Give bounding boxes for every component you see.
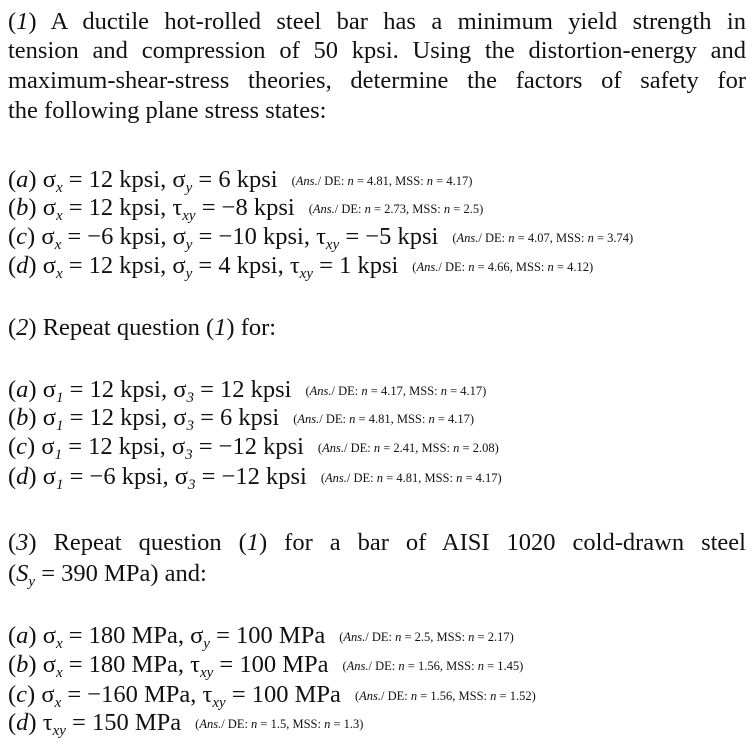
- equals: =: [593, 231, 608, 245]
- subscript: 3: [188, 477, 196, 493]
- equals: =: [353, 174, 368, 188]
- equals: =: [404, 659, 418, 673]
- ans-label: Ans.: [199, 717, 222, 731]
- de-label: / DE:: [380, 689, 411, 703]
- expression-text: = 100 MPa: [225, 681, 341, 708]
- mss-value: 1.3: [343, 717, 360, 731]
- expression-text: = 12 kpsi, σ: [63, 404, 187, 431]
- mss-value: 4.17: [460, 384, 483, 398]
- equals: =: [459, 441, 473, 455]
- mss-value: 1.52: [509, 689, 532, 703]
- equals: =: [462, 471, 476, 485]
- question-ref: 1: [214, 314, 227, 341]
- de-label: / DE:: [334, 202, 365, 216]
- mss-value: 4.12: [567, 260, 589, 274]
- equals: =: [483, 659, 498, 673]
- subscript: x: [55, 636, 63, 652]
- expression-text: σ: [42, 194, 56, 221]
- equals: =: [330, 717, 344, 731]
- item-label: b: [16, 194, 29, 221]
- ans-label: Ans.: [322, 441, 344, 455]
- stress-state-item: (a) $\sigma_x = 180$ MPa, $\sigma_y = 100$ MPa (Ans./ DE: n = 2.5, MSS: n = 2.17): [8, 622, 514, 652]
- equals: =: [446, 384, 461, 398]
- subscript: 1: [54, 447, 63, 463]
- ans-label: Ans.: [297, 412, 320, 426]
- stress-state-item: (c) $\sigma_1 = 12$ kpsi, $\sigma_3 = -12$ kpsi (Ans./ DE: n = 2.41, MSS: n = 2.08): [8, 433, 499, 463]
- expression-text: = −12 kpsi: [192, 433, 304, 460]
- de-value: 4.81: [396, 471, 419, 485]
- n-symbol: n: [410, 689, 418, 703]
- mss-label: , MSS:: [388, 174, 427, 188]
- item-label: b: [16, 651, 29, 678]
- n-symbol: n: [490, 689, 497, 703]
- problem-number: 3: [16, 529, 29, 556]
- mss-label: , MSS:: [509, 260, 548, 274]
- problem-text: ) for:: [226, 314, 277, 341]
- n-symbol: n: [373, 441, 381, 455]
- expression-text: σ: [41, 223, 55, 250]
- problem-text: Repeat question (: [53, 529, 247, 556]
- n-symbol: n: [347, 174, 354, 188]
- expression-text: = 12 kpsi, τ: [62, 194, 183, 221]
- de-label: / DE:: [346, 471, 377, 485]
- stress-state-item: (d) $\sigma_1 = -6$ kpsi, $\sigma_3 = -12$ kpsi (Ans./ DE: n = 4.81, MSS: n = 4.17): [8, 463, 502, 493]
- n-symbol: n: [398, 659, 405, 673]
- expression-text: = 1 kpsi: [313, 252, 399, 279]
- mss-value: 2.08: [472, 441, 495, 455]
- equals: =: [401, 630, 415, 644]
- de-label: / DE:: [438, 260, 469, 274]
- item-label: a: [16, 376, 29, 403]
- expression-text: = −6 kpsi, σ: [63, 463, 188, 490]
- item-label: d: [16, 463, 29, 490]
- subscript: x: [54, 237, 62, 253]
- ans-label: Ans.: [295, 174, 318, 188]
- equals: =: [434, 412, 449, 426]
- subscript: 3: [186, 418, 194, 434]
- problem-3-line-1: (3) Repeat question (1) for a bar of AISI 1020 cold-drawn steel: [8, 529, 746, 556]
- problem-text: A ductile hot-rolled steel bar has a minimum yield strength in: [50, 8, 746, 35]
- expression-text: σ: [41, 433, 55, 460]
- de-value: 2.73: [384, 202, 407, 216]
- expression-text: τ: [42, 709, 53, 736]
- expression-text: = 12 kpsi, σ: [63, 376, 187, 403]
- answer: (Ans./ DE: n = 4.81, MSS: n = 4.17): [320, 471, 502, 485]
- item-label: d: [16, 709, 29, 736]
- expression-text: σ: [42, 463, 56, 490]
- equals: =: [355, 412, 369, 426]
- mss-label: , MSS:: [418, 471, 457, 485]
- stress-state-item: (b) $\sigma_1 = 12$ kpsi, $\sigma_3 = 6$ kpsi (Ans./ DE: n = 4.81, MSS: n = 4.17): [8, 404, 475, 434]
- subscript: 1: [55, 418, 64, 434]
- subscript: xy: [299, 266, 313, 282]
- expression-text: = 12 kpsi: [193, 376, 292, 403]
- problem-1-line-3: maximum-shear-stress theories, determine the factors of safety for: [8, 67, 746, 94]
- subscript: 1: [55, 477, 64, 493]
- stress-state-item: (d) $\tau_{xy} = 150$ MPa (Ans./ DE: n = 1.5, MSS: n = 1.3): [8, 709, 364, 739]
- equals: =: [417, 689, 431, 703]
- equals: =: [257, 717, 271, 731]
- ans-label: Ans.: [309, 384, 332, 398]
- expression-text: = 12 kpsi, σ: [62, 252, 186, 279]
- mss-value: 2.5: [463, 202, 480, 216]
- mss-label: , MSS:: [415, 441, 454, 455]
- problem-1-line-1: (1) A ductile hot-rolled steel bar has a minimum yield strength in: [8, 8, 746, 35]
- expression-text: σ: [42, 166, 56, 193]
- mss-label: , MSS:: [439, 659, 478, 673]
- item-label: a: [16, 166, 29, 193]
- expression-text: = 12 kpsi, σ: [62, 166, 186, 193]
- subscript: y: [185, 237, 193, 253]
- stress-state-item: (b) $\sigma_x = 12$ kpsi, $\tau_{xy} = -8$ kpsi (Ans./ DE: n = 2.73, MSS: n = 2.5): [8, 194, 484, 224]
- mss-value: 2.17: [487, 630, 510, 644]
- equals: =: [514, 231, 528, 245]
- de-label: / DE:: [478, 231, 509, 245]
- problem-text: Repeat question (: [42, 314, 215, 341]
- problem-number: 1: [16, 8, 29, 35]
- mss-value: 4.17: [446, 174, 469, 188]
- mss-label: , MSS:: [430, 630, 469, 644]
- n-symbol: n: [428, 412, 435, 426]
- problem-3-line-2: ($S_y = 390$ MPa) and:: [8, 560, 207, 590]
- expression-text: = −10 kpsi, τ: [192, 223, 326, 250]
- ans-label: Ans.: [416, 260, 439, 274]
- expression-text: = 6 kpsi: [193, 404, 280, 431]
- n-symbol: n: [443, 202, 451, 216]
- n-symbol: n: [364, 202, 371, 216]
- answer: (Ans./ DE: n = 4.81, MSS: n = 4.17): [291, 174, 473, 188]
- expression-text: = 6 kpsi: [192, 166, 278, 193]
- de-label: / DE:: [368, 659, 399, 673]
- expression-text: = 12 kpsi, σ: [62, 433, 186, 460]
- equals: =: [553, 260, 568, 274]
- n-symbol: n: [547, 260, 554, 274]
- yield-symbol: S: [16, 560, 29, 587]
- subscript: y: [185, 180, 193, 196]
- expression-text: = −6 kpsi, σ: [61, 223, 186, 250]
- n-symbol: n: [453, 441, 460, 455]
- subscript: xy: [182, 208, 196, 224]
- item-label: a: [16, 622, 29, 649]
- answer: (Ans./ DE: n = 4.66, MSS: n = 4.12): [412, 260, 594, 274]
- item-label: c: [16, 433, 28, 460]
- subscript: xy: [199, 665, 214, 681]
- de-value: 2.41: [393, 441, 416, 455]
- mss-label: , MSS:: [402, 384, 441, 398]
- expression-text: σ: [42, 252, 56, 279]
- stress-state-item: (a) $\sigma_1 = 12$ kpsi, $\sigma_3 = 12$ kpsi (Ans./ DE: n = 4.17, MSS: n = 4.17): [8, 376, 487, 406]
- subscript: x: [55, 665, 63, 681]
- mss-value: 3.74: [607, 231, 630, 245]
- de-value: 4.66: [487, 260, 510, 274]
- answer: (Ans./ DE: n = 2.5, MSS: n = 2.17): [339, 630, 514, 644]
- n-symbol: n: [426, 174, 434, 188]
- stress-state-item: (c) $\sigma_x = -160$ MPa, $\tau_{xy} = 100$ MPa (Ans./ DE: n = 1.56, MSS: n = 1.52): [8, 681, 536, 711]
- answer: (Ans./ DE: n = 4.17, MSS: n = 4.17): [305, 384, 487, 398]
- problem-text: ) for a bar of AISI 1020 cold-drawn steel: [259, 529, 746, 556]
- equals: =: [474, 630, 488, 644]
- de-value: 1.56: [417, 659, 440, 673]
- de-label: / DE:: [343, 441, 374, 455]
- n-symbol: n: [324, 717, 331, 731]
- expression-text: σ: [42, 622, 56, 649]
- expression-text: = 100 MPa: [213, 651, 329, 678]
- de-label: / DE:: [319, 412, 350, 426]
- equals: =: [367, 384, 381, 398]
- mss-value: 4.17: [448, 412, 470, 426]
- equals: =: [380, 441, 394, 455]
- n-symbol: n: [508, 231, 515, 245]
- de-value: 4.81: [368, 412, 391, 426]
- de-value: 1.5: [270, 717, 287, 731]
- subscript: x: [55, 208, 63, 224]
- answer: (Ans./ DE: n = 4.07, MSS: n = 3.74): [452, 231, 634, 245]
- expression-text: = −160 MPa, τ: [61, 681, 213, 708]
- subscript: 3: [185, 447, 193, 463]
- subscript: y: [185, 266, 193, 282]
- mss-value: 1.45: [497, 659, 520, 673]
- problem-number: 2: [16, 314, 29, 341]
- de-value: 4.81: [367, 174, 389, 188]
- question-ref: 1: [246, 529, 260, 556]
- n-symbol: n: [468, 630, 475, 644]
- n-symbol: n: [468, 260, 475, 274]
- ans-label: Ans.: [346, 659, 369, 673]
- answer: (Ans./ DE: n = 4.81, MSS: n = 4.17): [293, 412, 475, 426]
- n-symbol: n: [395, 630, 402, 644]
- expression-text: σ: [41, 681, 55, 708]
- n-symbol: n: [376, 471, 384, 485]
- de-value: 4.17: [380, 384, 403, 398]
- answer: (Ans./ DE: n = 2.73, MSS: n = 2.5): [308, 202, 484, 216]
- problem-1-line-2: tension and compression of 50 kpsi. Using the distortion-energy and: [8, 37, 746, 64]
- de-value: 4.07: [527, 231, 550, 245]
- ans-label: Ans.: [359, 689, 381, 703]
- equals: =: [450, 202, 464, 216]
- de-value: 2.5: [414, 630, 431, 644]
- expression-text: σ: [42, 651, 56, 678]
- subscript: x: [55, 266, 63, 282]
- answer: (Ans./ DE: n = 1.56, MSS: n = 1.52): [354, 689, 536, 703]
- mss-label: , MSS:: [406, 202, 444, 216]
- answer: (Ans./ DE: n = 2.41, MSS: n = 2.08): [317, 441, 499, 455]
- expression-text: = −5 kpsi: [339, 223, 439, 250]
- n-symbol: n: [361, 384, 368, 398]
- stress-state-item: (a) $\sigma_x = 12$ kpsi, $\sigma_y = 6$ kpsi (Ans./ DE: n = 4.81, MSS: n = 4.17): [8, 166, 473, 196]
- expression-text: = 4 kpsi, τ: [192, 252, 300, 279]
- subscript: x: [54, 695, 62, 711]
- equals: =: [383, 471, 397, 485]
- de-label: / DE:: [331, 384, 362, 398]
- item-label: c: [16, 681, 28, 708]
- stress-state-item: (c) $\sigma_x = -6$ kpsi, $\sigma_y = -10$ kpsi, $\tau_{xy} = -5$ kpsi (Ans./ DE: n = 4.07, MSS: n = 3.74): [8, 223, 634, 253]
- n-symbol: n: [587, 231, 594, 245]
- equals: =: [370, 202, 385, 216]
- expression-text: = 100 MPa: [209, 622, 326, 649]
- de-value: 1.56: [430, 689, 453, 703]
- subscript: y: [28, 574, 36, 590]
- problem-text: = 390 MPa) and:: [35, 560, 207, 587]
- item-label: b: [16, 404, 29, 431]
- mss-label: , MSS:: [549, 231, 588, 245]
- ans-label: Ans.: [343, 630, 366, 644]
- equals: =: [433, 174, 447, 188]
- expression-text: σ: [42, 404, 56, 431]
- expression-text: = 150 MPa: [65, 709, 182, 736]
- subscript: 3: [186, 390, 194, 406]
- ans-label: Ans.: [312, 202, 335, 216]
- problem-1-line-4: the following plane stress states:: [8, 97, 327, 124]
- answer: (Ans./ DE: n = 1.5, MSS: n = 1.3): [195, 717, 364, 731]
- item-label: c: [16, 223, 28, 250]
- expression-text: σ: [42, 376, 56, 403]
- equals: =: [474, 260, 488, 274]
- de-label: / DE:: [221, 717, 252, 731]
- mss-label: , MSS:: [286, 717, 325, 731]
- problem-2-heading: (2) Repeat question (1) for:: [8, 314, 277, 341]
- expression-text: = −8 kpsi: [195, 194, 295, 221]
- n-symbol: n: [477, 659, 484, 673]
- de-label: / DE:: [317, 174, 348, 188]
- expression-text: = −12 kpsi: [195, 463, 307, 490]
- n-symbol: n: [456, 471, 463, 485]
- n-symbol: n: [440, 384, 447, 398]
- subscript: 1: [55, 390, 64, 406]
- equals: =: [496, 689, 510, 703]
- item-label: d: [16, 252, 29, 279]
- n-symbol: n: [251, 717, 258, 731]
- n-symbol: n: [349, 412, 356, 426]
- mss-label: , MSS:: [452, 689, 491, 703]
- ans-label: Ans.: [456, 231, 479, 245]
- stress-state-item: (b) $\sigma_x = 180$ MPa, $\tau_{xy} = 100$ MPa (Ans./ DE: n = 1.56, MSS: n = 1.45): [8, 651, 524, 681]
- stress-state-item: (d) $\sigma_x = 12$ kpsi, $\sigma_y = 4$ kpsi, $\tau_{xy} = 1$ kpsi (Ans./ DE: n = 4.66, MSS: n = 4.12): [8, 252, 594, 282]
- ans-label: Ans.: [325, 471, 347, 485]
- subscript: xy: [325, 237, 340, 253]
- subscript: y: [203, 636, 210, 652]
- expression-text: = 180 MPa, σ: [62, 622, 204, 649]
- answer: (Ans./ DE: n = 1.56, MSS: n = 1.45): [342, 659, 524, 673]
- subscript: xy: [52, 723, 66, 739]
- mss-value: 4.17: [475, 471, 498, 485]
- subscript: xy: [212, 695, 226, 711]
- mss-label: , MSS:: [390, 412, 429, 426]
- de-label: / DE:: [365, 630, 396, 644]
- subscript: x: [55, 180, 63, 196]
- expression-text: = 180 MPa, τ: [62, 651, 200, 678]
